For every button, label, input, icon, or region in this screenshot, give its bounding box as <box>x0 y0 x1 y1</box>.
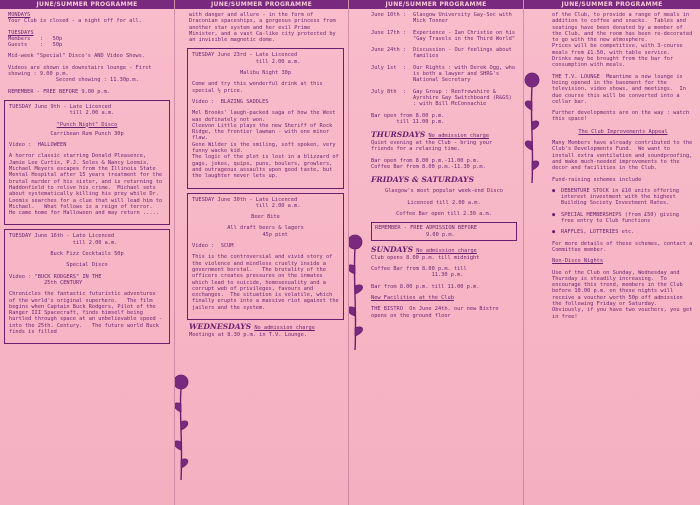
further-text: Further developments are on the way : watch this space! <box>552 110 693 123</box>
halloween-text: A horror classic starring Donald Pleasence, Jamie Lee Curtis, P.J. Soles & Nancy Loomis. Michael Meyers escapes from the Illinois State Mental Hospital after 15 years treatment for the brutal murder of his sister, and is returning to Haddonfield to relive his crime. Michael sets about systematically killing his prey while Dr. Loomis searches for a clue that will lead him to Michael. What follows is a reign of terror. He came home for Halloween and may return ..... <box>9 153 166 217</box>
club-opens: Club opens 8.00 p.m. till midnight <box>371 254 480 261</box>
video-buck: Video : "BUCK RODGERS" IN THE 25th CENTURY <box>9 273 102 286</box>
bar-open-text: Bar open from 8.00 p.m. till 11.00 p.m. <box>371 112 445 125</box>
thursdays-title: THURSDAYS <box>371 130 426 140</box>
june9-box <box>4 100 170 225</box>
licenced-text: Licenced till 2.00 a.m. <box>407 199 481 206</box>
video-blazing: Video : BLAZING SADDLES <box>192 98 269 105</box>
june30-box <box>187 193 344 320</box>
video-scum: Video : SCUM <box>192 243 234 250</box>
june9-head: TUESDAY June 9th - Late Licenced till 2.00 a.m. <box>9 103 115 117</box>
appeal-title: The Club Improvements Appeal <box>578 128 668 135</box>
punch-night: "Punch Night" Disco <box>56 121 118 128</box>
wednesdays-title: WEDNESDAYS <box>189 321 252 331</box>
draft-beers: All draft beers & lagers 45p pint <box>227 225 304 238</box>
rose-flower-icon <box>175 372 193 482</box>
scheme-item: ● SPECIAL MEMBERSHIPS (from £50) giving free entry to Club functions <box>552 211 683 225</box>
special-disco: Special Disco <box>66 262 108 269</box>
glasgow-disco: Glasgow's most popular week-end Disco <box>385 188 503 195</box>
malibu-night: Malibu Night 30p <box>239 70 292 77</box>
sundays-no-charge: No admission charge <box>416 247 477 254</box>
mondays-title: MONDAYS <box>8 12 31 18</box>
june16-head: TUESDAY June 16th - Late Licenced till 2.00 a.m. <box>9 233 118 246</box>
carribean-punch: Carribean Rum Punch 30p <box>50 130 124 137</box>
guests-price: Guests : 50p <box>8 42 63 49</box>
tv-lounge-text: THE T.V. LOUNGE Meantime a new lounge is being opened in the basement for the television, video shows, and meetings. In due course this will be converted into a cellar bar. <box>552 73 690 105</box>
non-disco-text: Use of the Club on Sunday, Wednesday and Thursday is steadily increasing. To encourage this trend, members in the Club before 10.00 p.m. on these nights will receive a voucher worth 50p off admission the following Friday or Saturday. Obviously, if you have two vouchers, you get in free! <box>552 269 696 320</box>
event-row: June 24th : Discussion - Our feelings about families <box>371 47 516 60</box>
rose-flower-icon <box>349 232 368 352</box>
blazing-text: Mel Brooks' laugh-packed saga of how the West was definately not won. Cleevon Little plays the new Sheriff of Rock Ridge, the frontier lawman - with one minor flaw. Gene Wilder is the smiling, soft spoken, very funny wacko kid. The logic of the plot is lost in a blizzard of gags, jokes, quips, puns, boulers, growlers, and outrageous assaults upon good taste, but the laughter never lets up. <box>192 110 339 180</box>
mondays-text: Your Club is closed - a night off for all. <box>8 18 142 25</box>
june16-box <box>4 229 170 344</box>
column-3 <box>349 0 523 505</box>
scum-text: This is the controversial and vivid story of the violence and mindless cruelty inside a government borstal. The brutality of the officers creates pressures on the inmates which lead to suicide, homosexuality and a corrupt web of privileges, favours and exchanges. The situation is volatile, which finally erupts into a massive riot against the jailers and the system. <box>192 254 342 311</box>
event-row: June 17th : Experience - Ian Christie on his "Gay Travels in the Third World" <box>371 29 519 42</box>
scheme-item: ● RAFFLES, LOTTERIES etc. <box>552 229 635 236</box>
june30-head: TUESDAY June 30th - Late Licenced till 2.00 a.m. <box>192 196 301 209</box>
coffee-sunday: Coffee Bar from 8.00 p.m. till 11.30 p.m. <box>371 266 467 279</box>
column-header: JUNE/SUMMER PROGRAMME <box>524 0 700 9</box>
appeal-text: Many Members have already contributed to the Club's Developments Fund. We want to install extra ventilation and soundproofing, and make much-needed improvements to the decor and facilities in the Club. <box>552 140 696 172</box>
sundays-title: SUNDAYS <box>371 244 414 254</box>
members-price: Members : 50p <box>8 35 63 42</box>
new-facilities-title: New Facilities at the Club <box>371 295 454 302</box>
scheme-item: ● DEBENTURE STOCK in £10 units offering interest investment with the highest Building Society Investment Rates. <box>552 187 683 207</box>
rose-flower-icon <box>524 70 544 185</box>
june23-head: TUESDAY June 23rd - Late Licenced till 2.00 a.m. <box>192 52 301 65</box>
event-row: July 8th : Gay Group : Renfrewshire & Ayrshire Gay Switchboard (R&GS) : with Bill McConnachie <box>371 88 516 108</box>
coffee-thursday: Coffee Bar from 8.00 p.m.-11.30 p.m. <box>371 164 486 171</box>
event-row: June 10th : Glasgow University Gay-Soc with Mick Tonner <box>371 12 516 25</box>
bistro-text: THE BISTRO On June 24th. our new Bistro opens on the ground floor <box>371 306 502 319</box>
june23-box <box>187 48 344 188</box>
column-header: JUNE/SUMMER PROGRAMME <box>175 0 348 9</box>
tuesdays-title: TUESDAYS <box>8 29 34 36</box>
fund-raising-text: Fund-raising schemes include <box>552 176 642 183</box>
video-halloween: Video : HALLOWEEN <box>9 142 67 149</box>
bar-sunday: Bar from 8.00 p.m. till 11.00 p.m. <box>371 283 480 290</box>
fridays-title: FRIDAYS & SATURDAYS <box>371 175 474 185</box>
column-4 <box>524 0 700 505</box>
column-2 <box>175 0 348 505</box>
midweek-text: Mid-week "Special" Disco's AND Video Shows. <box>8 53 146 60</box>
buck-fizz: Buck Fizz Cocktails 50p <box>50 251 124 258</box>
event-row: July 1st : Our Rights : with Derek Ogg, who is both a lawyer and SHRG's National Secretary <box>371 64 519 84</box>
meetings-text: Meetings at 8.30 p.m. in T.V. Lounge. <box>189 331 307 338</box>
quiet-evening: Quiet evening at the Club - bring your friends for a relaxing time. <box>371 140 496 153</box>
remember-free-box: REMEMBER - FREE ADMISSION BEFORE 9.00 p.m. <box>371 222 517 241</box>
remember-text: REMEMBER - FREE BEFORE 9.00 p.m. <box>8 88 111 95</box>
bistro-cont-text: of the Club, to provide a range of meals in addition to coffee and snacks. Tables and seatings have been donated by a member of the Club, and the room has been re-decorated to go with the new atmosphere. Prices will be competitive, with 3-course meals from £1.50, with table service. Drinks may be brought from the bar for consumption with meals. <box>552 12 693 69</box>
buck-text: Chronicles the fantastic futuristic adventures of the world's original superhero. The film begins when Captain Buck Rodgers, Pilot of the Ranger III Spacecraft, finds himself being hurtled through space at an unbelievable speed - into the 25th. Century. The future world Buck finds is filled <box>9 291 166 335</box>
bar-thursday: Bar open from 8.00 p.m.-11.00 p.m. <box>371 157 480 164</box>
wednesdays-no-charge: No admission charge <box>254 324 315 331</box>
column-header: JUNE/SUMMER PROGRAMME <box>349 0 523 9</box>
videos-text: Videos are shown in downstairs lounge - First showing : 9.00 p.m. Second showing : 11.30p.m. <box>8 64 152 84</box>
column-1 <box>0 0 174 505</box>
column-header: JUNE/SUMMER PROGRAMME <box>0 0 174 9</box>
non-disco-title: Non-Disco Nights <box>552 258 604 265</box>
beer-bite: Beer Bite <box>251 214 280 221</box>
come-try-text: Come and try this wonderful drink at this special ½ price. <box>192 81 326 94</box>
more-details-text: For more details of these schemes, contact a Committee member. <box>552 240 696 253</box>
buck-cont-text: with danger and allure - in the form of Draconian spaceships, a gorgeous princess from another star system and her evil Prime Minister, and a vast Ca-like city protected by an invisible magnetic dome. <box>189 12 339 44</box>
coffee-friday: Coffee Bar open till 2.30 a.m. <box>396 210 492 217</box>
thursdays-no-charge: No admission charge <box>428 133 490 140</box>
